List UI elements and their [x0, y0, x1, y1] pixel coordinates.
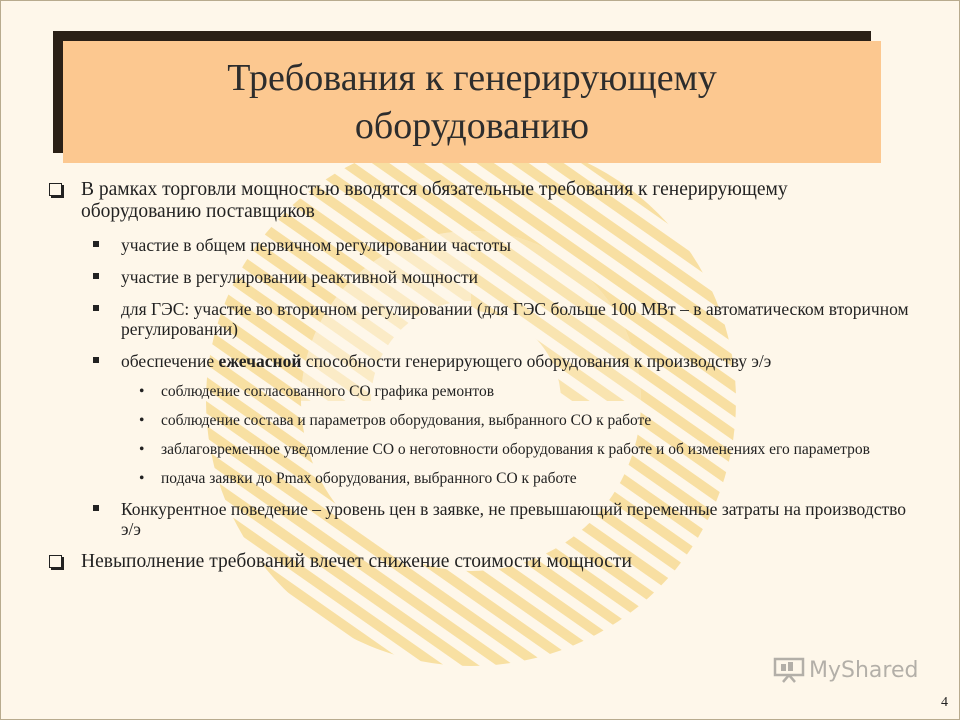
sub-item: • заблаговременное уведомление СО о неготовности оборудования к работе и об изменениях его параметров	[139, 441, 870, 458]
sub-item: • подача заявки до Pmax оборудования, выбранного СО к работе	[139, 470, 577, 487]
square-bullet-icon	[93, 505, 99, 511]
square-bullet-icon	[93, 357, 99, 363]
logo-text: MyShared	[809, 657, 919, 683]
square-bullet-icon	[93, 305, 99, 311]
slide-title: Требования к генерирующему оборудованию	[227, 57, 717, 147]
square-bullet-icon	[93, 273, 99, 279]
page-number: 4	[941, 695, 948, 710]
requirement-item: Конкурентное поведение – уровень цен в заявке, не превышающий переменные затраты на производство э/э	[49, 499, 909, 539]
requirement-item: участие в регулировании реактивной мощности	[49, 267, 909, 287]
sub-item: • соблюдение состава и параметров оборудования, выбранного СО к работе	[139, 412, 652, 429]
checkbox-bullet-icon	[49, 555, 62, 568]
dot-bullet-icon: •	[139, 412, 145, 429]
requirement-item: для ГЭС: участие во вторичном регулировании (для ГЭС больше 100 МВт – в автоматическом вторичном регулировании)	[49, 299, 909, 339]
title-box	[63, 41, 881, 163]
requirement-item: обеспечение ежечасной способности генерирующего оборудования к производству э/э	[49, 351, 909, 371]
sub-item: • соблюдение согласованного СО графика ремонтов	[139, 383, 495, 400]
presentation-board-icon	[773, 657, 805, 683]
dot-bullet-icon: •	[139, 441, 145, 458]
dot-bullet-icon: •	[139, 383, 145, 400]
requirement-item: участие в общем первичном регулировании частоты	[49, 235, 909, 255]
checkbox-bullet-icon	[49, 183, 62, 196]
bullet-intro: В рамках торговли мощностью вводятся обязательные требования к генерирующему оборудованию поставщиков	[49, 179, 909, 223]
myshared-logo	[773, 657, 918, 683]
bold-word: ежечасной	[218, 351, 302, 371]
bullet-list	[49, 179, 909, 585]
square-bullet-icon	[93, 241, 99, 247]
dot-bullet-icon: •	[139, 470, 145, 487]
bullet-final: Невыполнение требований влечет снижение стоимости мощности	[49, 551, 909, 573]
